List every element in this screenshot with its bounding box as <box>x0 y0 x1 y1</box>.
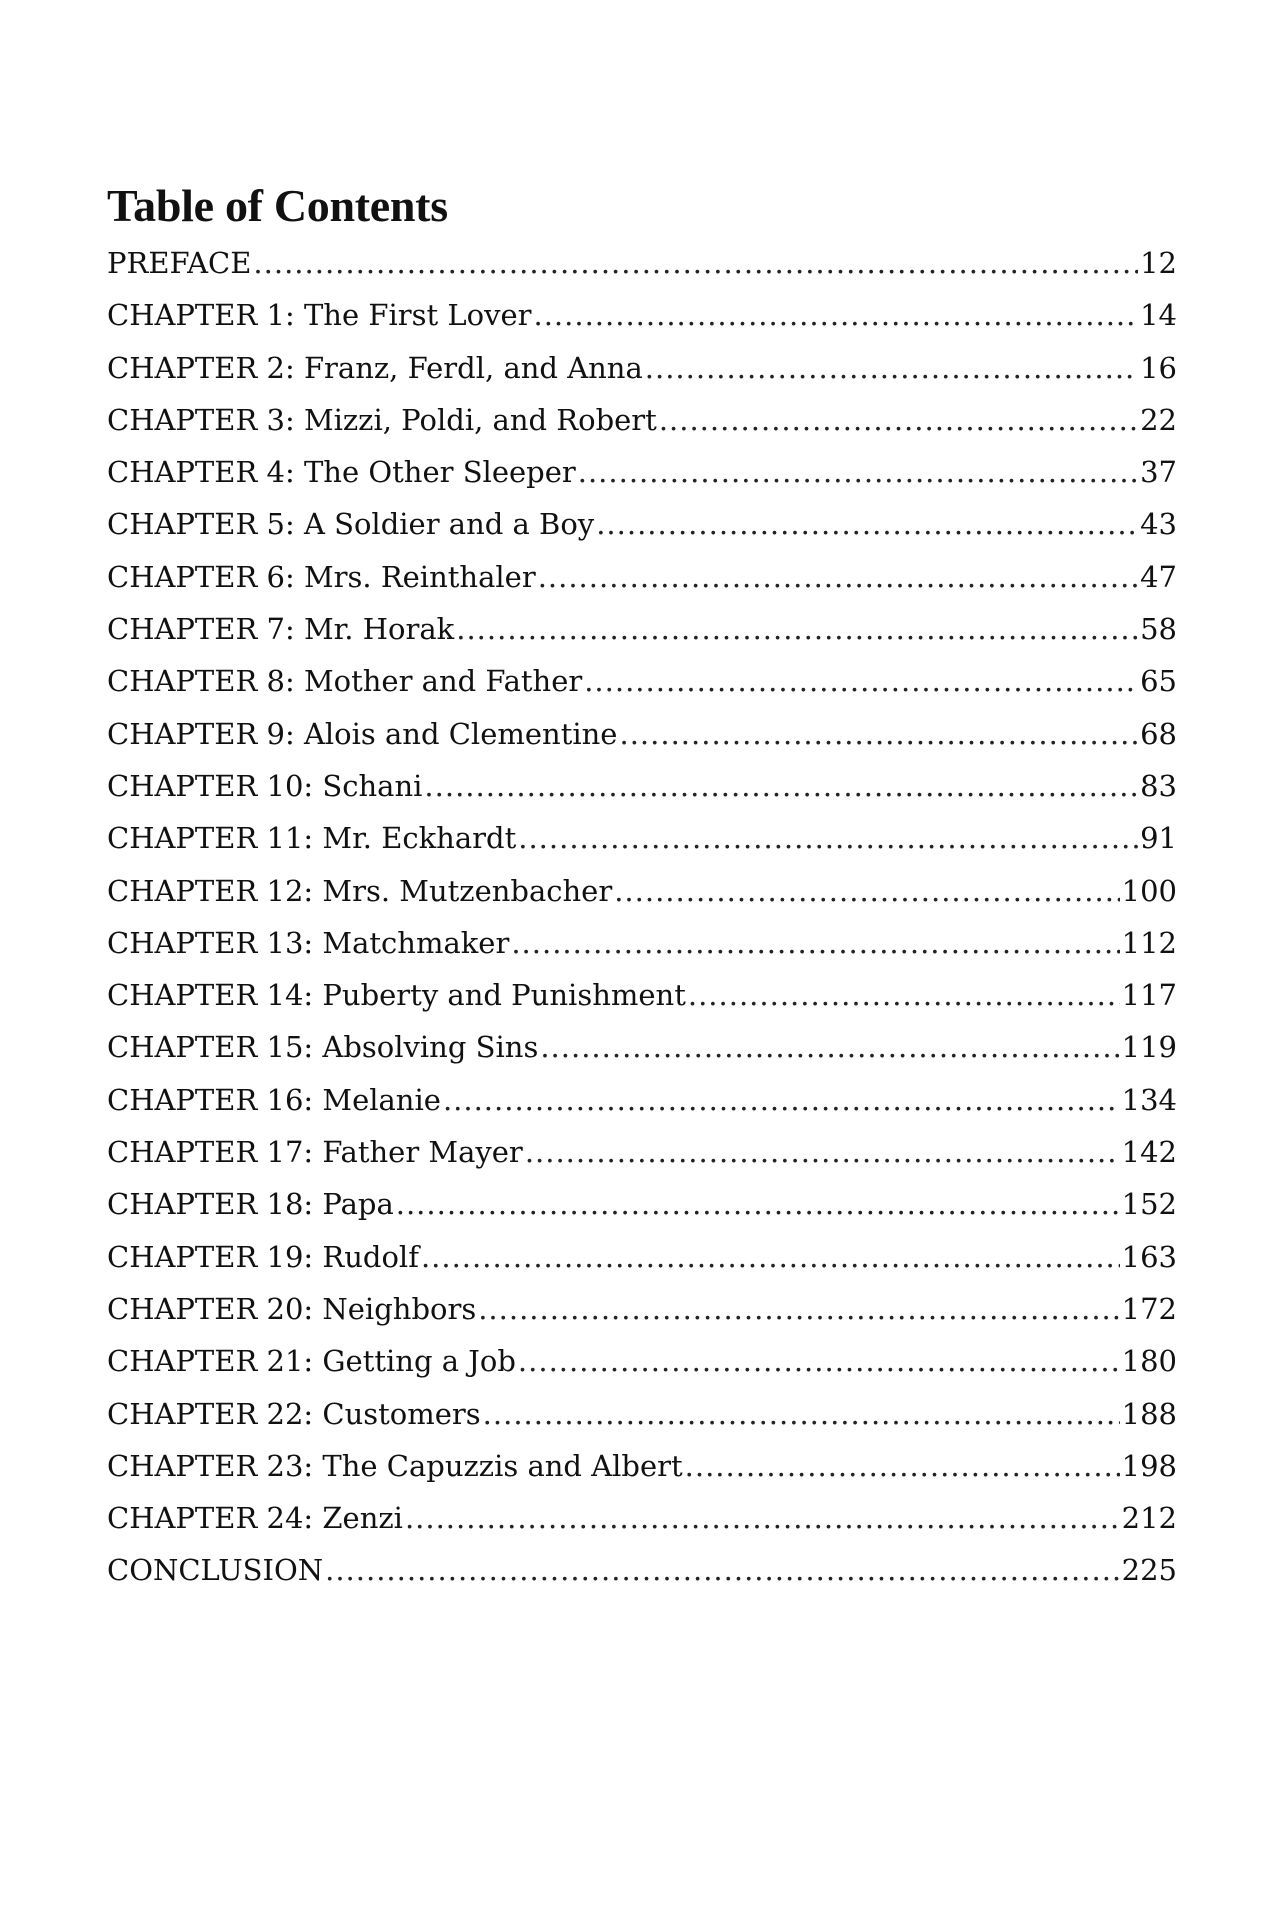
dot-leader <box>325 1553 1120 1587</box>
dot-leader <box>525 1135 1120 1169</box>
toc-entry-label: CHAPTER 11: Mr. Eckhardt <box>107 821 517 856</box>
toc-entry[interactable] <box>107 821 1177 873</box>
toc-entry-label: CHAPTER 12: Mrs. Mutzenbacher <box>107 873 613 908</box>
toc-entry[interactable] <box>107 1501 1177 1553</box>
toc-entry[interactable] <box>107 1135 1177 1187</box>
toc-entry[interactable] <box>107 298 1177 350</box>
dot-leader <box>456 612 1138 646</box>
dot-leader <box>518 821 1138 855</box>
toc-entry-page-number: 68 <box>1140 716 1177 751</box>
toc-entry-page-number: 91 <box>1140 821 1177 856</box>
toc-entry-page-number: 112 <box>1121 925 1177 960</box>
toc-entry-label: CHAPTER 6: Mrs. Reinthaler <box>107 559 536 594</box>
toc-entry-label: CHAPTER 21: Getting a Job <box>107 1344 516 1379</box>
toc-entry[interactable] <box>107 560 1177 612</box>
toc-entry-page-number: 65 <box>1140 664 1177 699</box>
toc-entry-page-number: 180 <box>1121 1344 1177 1379</box>
toc-entry[interactable] <box>107 1030 1177 1082</box>
toc-entry-page-number: 119 <box>1121 1030 1177 1065</box>
toc-entry-label: CHAPTER 19: Rudolf <box>107 1239 419 1274</box>
toc-entry-page-number: 16 <box>1140 350 1177 385</box>
toc-entry[interactable] <box>107 1187 1177 1239</box>
toc-entry-page-number: 47 <box>1140 559 1177 594</box>
dot-leader <box>443 1083 1120 1117</box>
toc-entry-label: CHAPTER 15: Absolving Sins <box>107 1030 539 1065</box>
toc-entry-label: CHAPTER 17: Father Mayer <box>107 1135 523 1170</box>
toc-entry-label: CHAPTER 9: Alois and Clementine <box>107 716 618 751</box>
toc-entry-label: CHAPTER 13: Matchmaker <box>107 925 510 960</box>
toc-entry-page-number: 37 <box>1140 455 1177 490</box>
toc-entry[interactable] <box>107 664 1177 716</box>
toc-entry-label: CHAPTER 3: Mizzi, Poldi, and Robert <box>107 402 657 437</box>
toc-entry-label: CHAPTER 5: A Soldier and a Boy <box>107 507 595 542</box>
toc-entry-page-number: 152 <box>1121 1187 1177 1222</box>
dot-leader <box>396 1187 1120 1221</box>
toc-entry[interactable] <box>107 769 1177 821</box>
dot-leader <box>614 874 1119 908</box>
toc-entry-label: CHAPTER 18: Papa <box>107 1187 394 1222</box>
toc-entry-label: CHAPTER 20: Neighbors <box>107 1291 477 1326</box>
toc-entry-page-number: 163 <box>1121 1239 1177 1274</box>
toc-page <box>107 178 1177 1606</box>
toc-entry[interactable] <box>107 1397 1177 1449</box>
dot-leader <box>518 1344 1120 1378</box>
dot-leader <box>483 1397 1120 1431</box>
toc-entry-label: CHAPTER 7: Mr. Horak <box>107 612 455 647</box>
toc-entry-label: CONCLUSION <box>107 1553 324 1588</box>
toc-entry[interactable] <box>107 926 1177 978</box>
toc-entry[interactable] <box>107 978 1177 1030</box>
dot-leader <box>619 717 1138 751</box>
dot-leader <box>596 507 1138 541</box>
dot-leader <box>685 1449 1120 1483</box>
toc-entry-page-number: 83 <box>1140 768 1177 803</box>
toc-entry-page-number: 22 <box>1140 402 1177 437</box>
dot-leader <box>533 298 1138 332</box>
dot-leader <box>540 1030 1119 1064</box>
toc-list <box>107 246 1177 1606</box>
toc-entry-label: CHAPTER 14: Puberty and Punishment <box>107 978 686 1013</box>
toc-entry[interactable] <box>107 717 1177 769</box>
toc-entry-label: CHAPTER 8: Mother and Father <box>107 664 583 699</box>
dot-leader <box>578 455 1138 489</box>
toc-entry-label: CHAPTER 10: Schani <box>107 768 423 803</box>
toc-entry-page-number: 134 <box>1121 1082 1177 1117</box>
page-title: Table of Contents <box>107 180 448 231</box>
toc-entry[interactable] <box>107 455 1177 507</box>
dot-leader <box>659 403 1138 437</box>
dot-leader <box>645 351 1138 385</box>
dot-leader <box>584 664 1138 698</box>
dot-leader <box>421 1240 1120 1274</box>
toc-entry-page-number: 225 <box>1121 1553 1177 1588</box>
toc-entry-label: PREFACE <box>107 246 252 280</box>
dot-leader <box>688 978 1120 1012</box>
toc-entry-page-number: 117 <box>1121 978 1177 1013</box>
toc-entry[interactable] <box>107 403 1177 455</box>
toc-entry-label: CHAPTER 22: Customers <box>107 1396 481 1431</box>
toc-entry-label: CHAPTER 4: The Other Sleeper <box>107 455 576 490</box>
dot-leader <box>511 926 1119 960</box>
toc-entry-page-number: 212 <box>1121 1501 1177 1536</box>
toc-entry[interactable] <box>107 351 1177 403</box>
toc-entry-page-number: 100 <box>1121 873 1177 908</box>
toc-entry[interactable] <box>107 1449 1177 1501</box>
toc-entry-page-number: 14 <box>1140 298 1177 333</box>
toc-entry[interactable] <box>107 612 1177 664</box>
dot-leader <box>405 1501 1120 1535</box>
toc-entry-page-number: 43 <box>1140 507 1177 542</box>
toc-entry[interactable] <box>107 1344 1177 1396</box>
toc-entry[interactable] <box>107 1292 1177 1344</box>
toc-entry-page-number: 172 <box>1121 1291 1177 1326</box>
toc-entry[interactable] <box>107 246 1177 298</box>
dot-leader <box>538 560 1138 594</box>
toc-entry-label: CHAPTER 1: The First Lover <box>107 298 532 333</box>
toc-entry-label: CHAPTER 16: Melanie <box>107 1082 441 1117</box>
toc-entry-page-number: 188 <box>1121 1396 1177 1431</box>
toc-entry-label: CHAPTER 23: The Capuzzis and Albert <box>107 1448 683 1483</box>
toc-entry[interactable] <box>107 1083 1177 1135</box>
dot-leader <box>253 246 1138 280</box>
toc-entry[interactable] <box>107 1240 1177 1292</box>
toc-entry-label: CHAPTER 2: Franz, Ferdl, and Anna <box>107 350 643 385</box>
toc-entry[interactable] <box>107 507 1177 559</box>
toc-entry-page-number: 12 <box>1140 246 1177 280</box>
dot-leader <box>478 1292 1119 1326</box>
toc-entry-page-number: 142 <box>1121 1135 1177 1170</box>
toc-entry-page-number: 198 <box>1121 1448 1177 1483</box>
dot-leader <box>424 769 1138 803</box>
toc-entry[interactable] <box>107 1553 1177 1605</box>
toc-entry-label: CHAPTER 24: Zenzi <box>107 1501 403 1536</box>
toc-entry[interactable] <box>107 874 1177 926</box>
toc-entry-page-number: 58 <box>1140 612 1177 647</box>
